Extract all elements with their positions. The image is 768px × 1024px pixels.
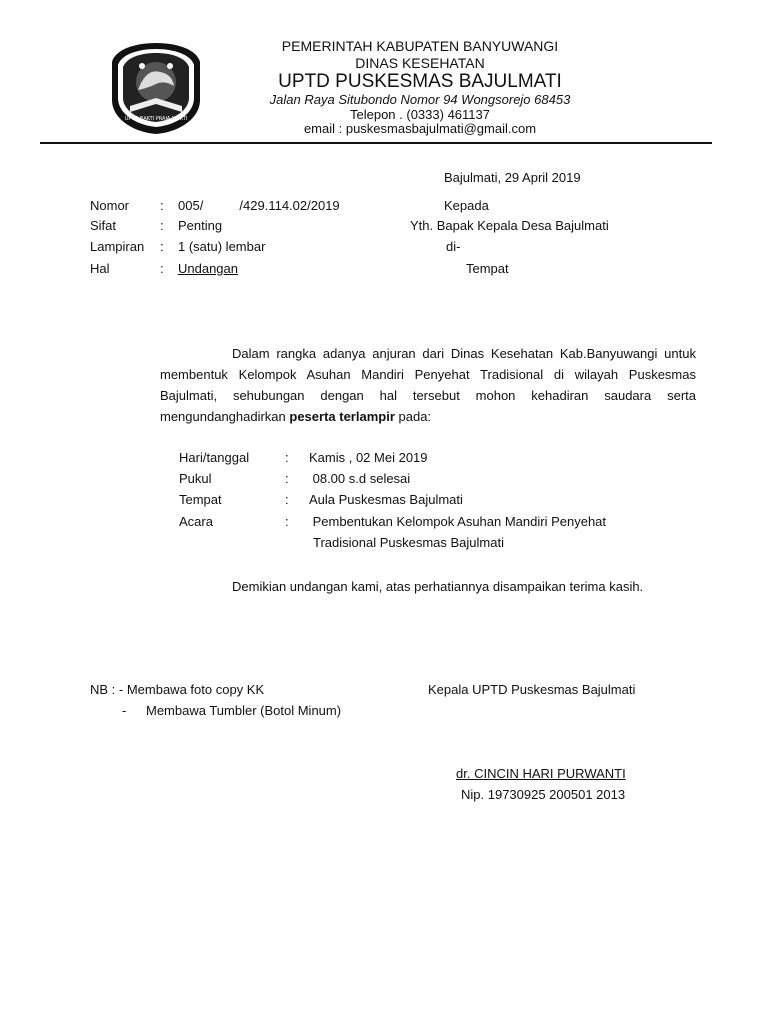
letterhead-phone: Telepon . (0333) 461137 <box>350 107 490 122</box>
signature-name: dr. CINCIN HARI PURWANTI <box>456 766 626 781</box>
letterhead-department: DINAS KESEHATAN <box>355 55 485 71</box>
letterhead-email: email : puskesmasbajulmati@gmail.com <box>303 121 537 136</box>
letterhead-address: Jalan Raya Situbondo Nomor 94 Wongsorejo 68453 <box>269 92 571 107</box>
body-text-end: pada: <box>394 409 432 424</box>
meta-value-nomor: 005/ /429.114.02/2019 <box>178 198 340 213</box>
letterhead-institution: UPTD PUSKESMAS BAJULMATI <box>278 71 562 92</box>
signature-nip: Nip. 19730925 200501 2013 <box>461 787 626 802</box>
detail-sep: : <box>285 471 289 486</box>
recipient-place: Tempat <box>466 261 509 276</box>
nb-line-1: NB : - Membawa foto copy KK <box>90 682 265 697</box>
body-paragraph <box>160 343 696 427</box>
letterhead-government: PEMERINTAH KABUPATEN BANYUWANGI <box>281 38 559 54</box>
meta-sep: : <box>160 239 164 254</box>
detail-value-event: Pembentukan Kelompok Asuhan Mandiri Penyehat <box>309 514 607 529</box>
detail-sep: : <box>285 514 289 529</box>
meta-value-lampiran: 1 (satu) lembar <box>178 239 266 254</box>
meta-sep: : <box>160 261 164 276</box>
meta-label-nomor: Nomor <box>90 198 130 213</box>
detail-sep: : <box>285 450 289 465</box>
letter-date: Bajulmati, 29 April 2019 <box>444 170 581 185</box>
meta-label-lampiran: Lampiran <box>90 239 145 254</box>
recipient-kepada: Kepada <box>444 198 489 213</box>
detail-label-day: Hari/tanggal <box>179 450 250 465</box>
detail-value-event-cont: Tradisional Puskesmas Bajulmati <box>313 535 504 550</box>
recipient-di: di- <box>446 239 461 254</box>
meta-value-sifat: Penting <box>178 218 223 233</box>
signature-title: Kepala UPTD Puskesmas Bajulmati <box>428 682 636 697</box>
meta-sep: : <box>160 198 164 213</box>
meta-label-sifat: Sifat <box>90 218 117 233</box>
detail-value-place: Aula Puskesmas Bajulmati <box>309 492 463 507</box>
meta-label-hal: Hal <box>90 261 110 276</box>
logo-motto: UPTD BAKTI PRAJA MUKTI <box>124 116 188 122</box>
detail-sep: : <box>285 492 289 507</box>
body-text: Dalam rangka adanya anjuran dari Dinas Kesehatan Kab.Banyuwangi untuk membentuk Kelompok Asuhan Mandiri Penyehat Tradisional di wilayah Puskesmas Bajulmati, sehubungan dengan hal tersebut mohon kehadiran saudara serta mengundanghadirkan <box>160 346 696 424</box>
nb-line-2: Membawa Tumbler (Botol Minum) <box>146 703 342 718</box>
meta-value-hal: Undangan <box>178 261 238 276</box>
detail-value-time: 08.00 s.d selesai <box>309 471 411 486</box>
detail-label-place: Tempat <box>179 492 222 507</box>
letterhead-divider <box>40 142 712 144</box>
detail-label-time: Pukul <box>179 471 212 486</box>
body-bold-text: peserta terlampir <box>289 409 395 424</box>
recipient-name: Yth. Bapak Kepala Desa Bajulmati <box>410 218 609 233</box>
detail-label-event: Acara <box>179 514 213 529</box>
detail-value-day: Kamis , 02 Mei 2019 <box>309 450 428 465</box>
nb-dash: - <box>122 703 127 718</box>
closing-paragraph <box>160 576 696 598</box>
meta-sep: : <box>160 218 164 233</box>
closing-text: Demikian undangan kami, atas perhatiannya disampaikan terima kasih. <box>232 579 644 594</box>
regency-emblem-logo <box>108 40 204 136</box>
